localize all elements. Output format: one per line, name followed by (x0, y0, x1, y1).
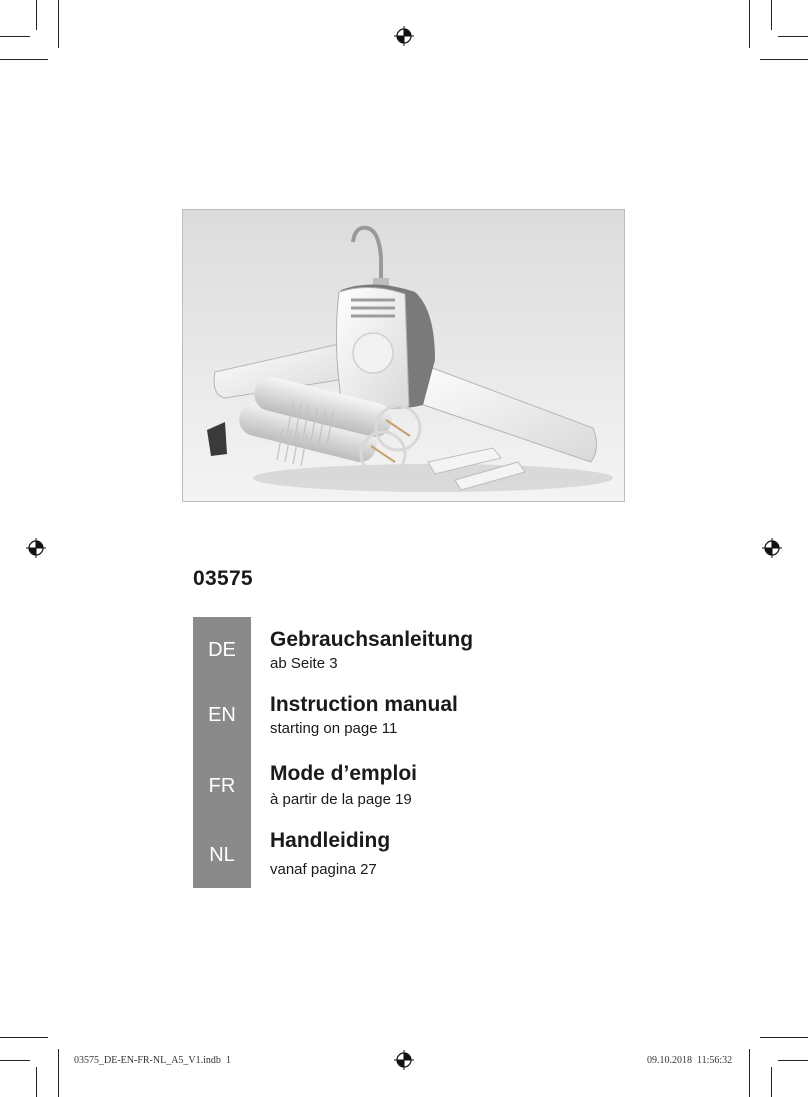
registration-mark-icon (26, 538, 46, 558)
clothes-dryer-hanger-illustration (183, 210, 625, 502)
language-bar (193, 617, 251, 888)
product-code: 03575 (193, 567, 253, 590)
crop-mark-top-right-v2 (771, 0, 772, 30)
slug-file-info (74, 1055, 231, 1066)
crop-mark-top-left-h (0, 59, 48, 60)
crop-mark-top-right-h2 (778, 36, 808, 37)
language-code-fr: FR (208, 775, 236, 797)
crop-mark-top-left-v2 (36, 0, 37, 30)
crop-mark-top-left-v (58, 0, 59, 48)
crop-mark-bottom-right-v2 (771, 1067, 772, 1097)
language-title-nl: Handleiding (270, 829, 391, 852)
crop-mark-bottom-left-h2 (0, 1060, 30, 1061)
crop-mark-bottom-right-v (749, 1049, 750, 1097)
language-title-fr: Mode d’emploi (270, 762, 417, 785)
slug-page: 1 (225, 1055, 231, 1066)
crop-mark-bottom-left-v2 (36, 1067, 37, 1097)
language-subtitle-de: ab Seite 3 (270, 655, 338, 672)
registration-mark-icon (394, 1050, 414, 1070)
crop-mark-top-left-h2 (0, 36, 30, 37)
product-photo (182, 209, 625, 502)
crop-mark-bottom-right-h (760, 1037, 808, 1038)
language-subtitle-fr: à partir de la page 19 (270, 791, 412, 808)
language-subtitle-en: starting on page 11 (270, 720, 398, 737)
crop-mark-bottom-left-h (0, 1037, 48, 1038)
crop-mark-top-right-v (749, 0, 750, 48)
crop-mark-bottom-left-v (58, 1049, 59, 1097)
registration-mark-icon (762, 538, 782, 558)
slug-filename: 03575_DE-EN-FR-NL_A5_V1.indb (74, 1055, 221, 1066)
crop-mark-bottom-right-h2 (778, 1060, 808, 1061)
registration-mark-icon (394, 26, 414, 46)
language-title-de: Gebrauchsanleitung (270, 628, 474, 651)
language-code-nl: NL (209, 844, 235, 866)
slug-timestamp (647, 1055, 732, 1066)
slug-time: 11:56:32 (697, 1055, 733, 1066)
language-subtitle-nl: vanaf pagina 27 (270, 861, 377, 878)
language-title-en: Instruction manual (270, 693, 458, 716)
language-code-de: DE (208, 639, 236, 661)
language-code-en: EN (208, 704, 236, 726)
crop-mark-top-right-h (760, 59, 808, 60)
slug-date: 09.10.2018 (647, 1055, 692, 1066)
